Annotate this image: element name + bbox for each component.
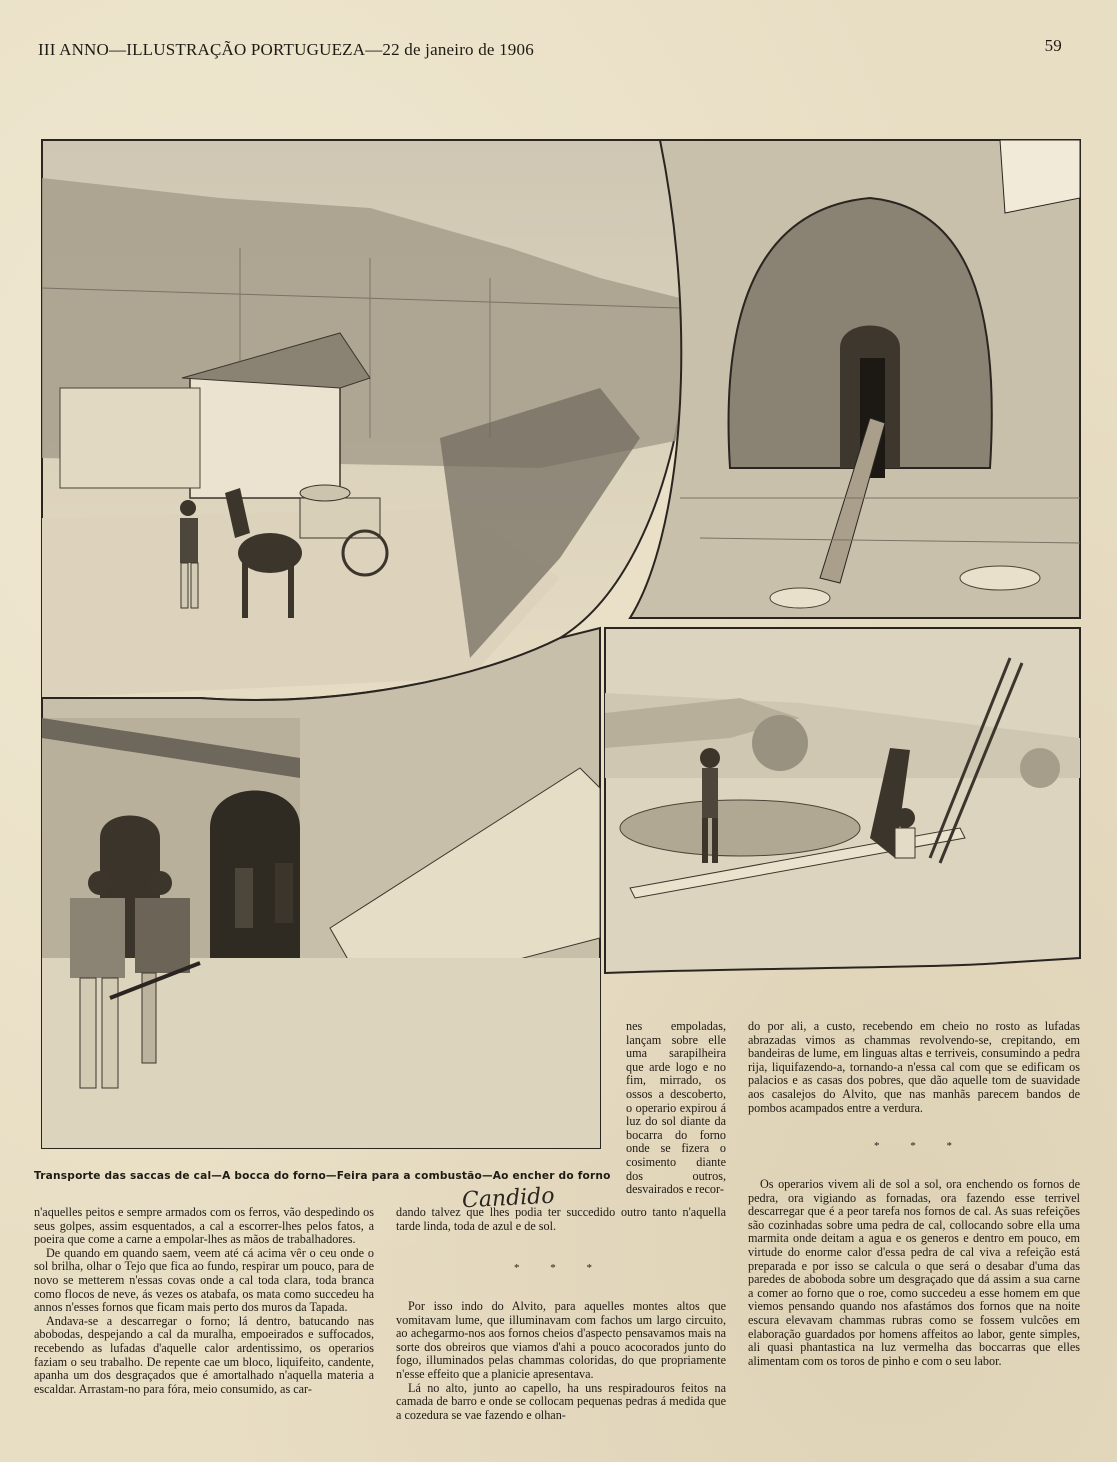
panel-kiln-mouth (630, 140, 1080, 618)
text-column-2 (396, 1206, 726, 1233)
panel-ao-encher-forno (605, 628, 1080, 973)
section-separator: * * * (514, 1262, 606, 1274)
text-column-2-narrow (626, 1020, 726, 1197)
page-number: 59 (1044, 36, 1062, 55)
text-column-2-after (396, 1300, 726, 1422)
illustration-caption: Transporte das saccas de cal—A bocca do forno—Feira para a combustão—Ao encher do forno (34, 1170, 611, 1182)
text-column-3-top (748, 1020, 1080, 1115)
paragraph: De quando em quando saem, veem até cá acima vêr o ceu onde o sol brilha, olhar o Tejo que fica ao fundo, respirar um pouco, para de novo se metterem n'essas covas onde a cal toda clara, toda branca como flocos de neve, ás vezes os atabafa, os mata como succedeu ha annos n'esses fornos que ficam mais perto dos muros da Tapada. (34, 1245, 374, 1315)
engraving-composite (40, 138, 1082, 1160)
page-header (38, 34, 1068, 60)
panel-transport-sacks (42, 140, 690, 700)
artist-signature: Candido (461, 1183, 556, 1214)
paragraph: Os operarios vivem ali de sol a sol, ora enchendo os fornos de pedra, ora vigiando as fornadas, ora fazendo esse terrivel descarregar que é a peor tarefa nos fornos de cal. As suas refeições são cozinhadas sobre uma pedra de cal, collocando sobre ella uma marmita onde deitam a agua e os generos e dentro em pouco, em virtude do enorme calor d'essa pedra de cal viva a refeição está preparada e por isso se calcula o que será o desabar d'uma das paredes de aboboda sobre um desgraçado que dá assim a sua carne a comer ao forno que o roe, como succedeu a esse homem em que viemos pensando quando nos afastámos dos fornos que na noite escura elevavam chammas rubras como se fossem vulcões em elaboração guardados por homens affeitos ao labor, gente simples, ali quasi phantastica na luz vermelha das boccarras que elles alimentam com os toros de pinho e com o seu labor. (748, 1177, 1080, 1368)
paragraph: n'aquelles peitos e sempre armados com os ferros, vão despedindo os seus golpes, assim esquentados, a cal a escorrer-lhes pelos fatos, a poeira que come a carne a empolar-lhes as mãos de trabalhadores. (34, 1205, 374, 1247)
paragraph: do por ali, a custo, recebendo em cheio no rosto as lufadas abrazadas vimos as chammas revolvendo-se, crepitando, em bandeiras de lume, em linguas altas e terriveis, consumindo a pedra rija, liquifazendo-a, tornando-a n'essa cal com que se edificam os palacios e as casas dos pobres, que dão aquelle tom de suavidade aos casalejos do Alvito, que nas manhãs parecem bandos de pombos acampados entre a verdura. (748, 1019, 1080, 1115)
section-separator: * * * (874, 1140, 966, 1152)
text-column-3-bottom (748, 1178, 1080, 1368)
masthead: III ANNO—ILLUSTRAÇÃO PORTUGUEZA—22 de janeiro de 1906 (38, 40, 534, 59)
paragraph: dando talvez que lhes podia ter succedido outro tanto n'aquella tarde linda, toda de azul e de sol. (396, 1205, 726, 1233)
text-column-1 (34, 1206, 374, 1396)
paragraph: Lá no alto, junto ao capello, ha uns respiradouros feitos na camada de barro e onde se collocam pequenas pedras á medida que a cozedura se vae fazendo e olhan- (396, 1380, 726, 1422)
paragraph: nes empoladas, lançam sobre elle uma sarapilheira que arde logo e no fim, mirrado, os ossos a descoberto, o operario expirou á luz do sol diante da bocarra do forno onde se fizera o cosimento diante dos outros, desvairados e recor- (626, 1019, 726, 1197)
paragraph: Por isso indo do Alvito, para aquelles montes altos que vomitavam lume, que illuminavam com fachos um largo circuito, ao achegarmo-nos aos fornos cheios d'aspecto pensavamos mais na sorte dos obreiros que viamos d'ahi a pouco acocorados junto do fogo, illuminados pelas chammas coloridas, do que propriamente n'esse effeito que a planicie apresentava. (396, 1299, 726, 1381)
paragraph: Andava-se a descarregar o forno; lá dentro, batucando nas abobodas, despejando a cal da muralha, empoeirados e suffocados, recebendo as lufadas d'aquelle calor ardentissimo, os operarios faziam o seu trabalho. De repente cae um bloco, liquifeito, candente, apanha um dos desgraçados que é amortalhado n'aquella materia a escaldar. Arrastam-no para fóra, meio consumido, as car- (34, 1313, 374, 1396)
panel-feira-combustao (42, 628, 600, 1148)
